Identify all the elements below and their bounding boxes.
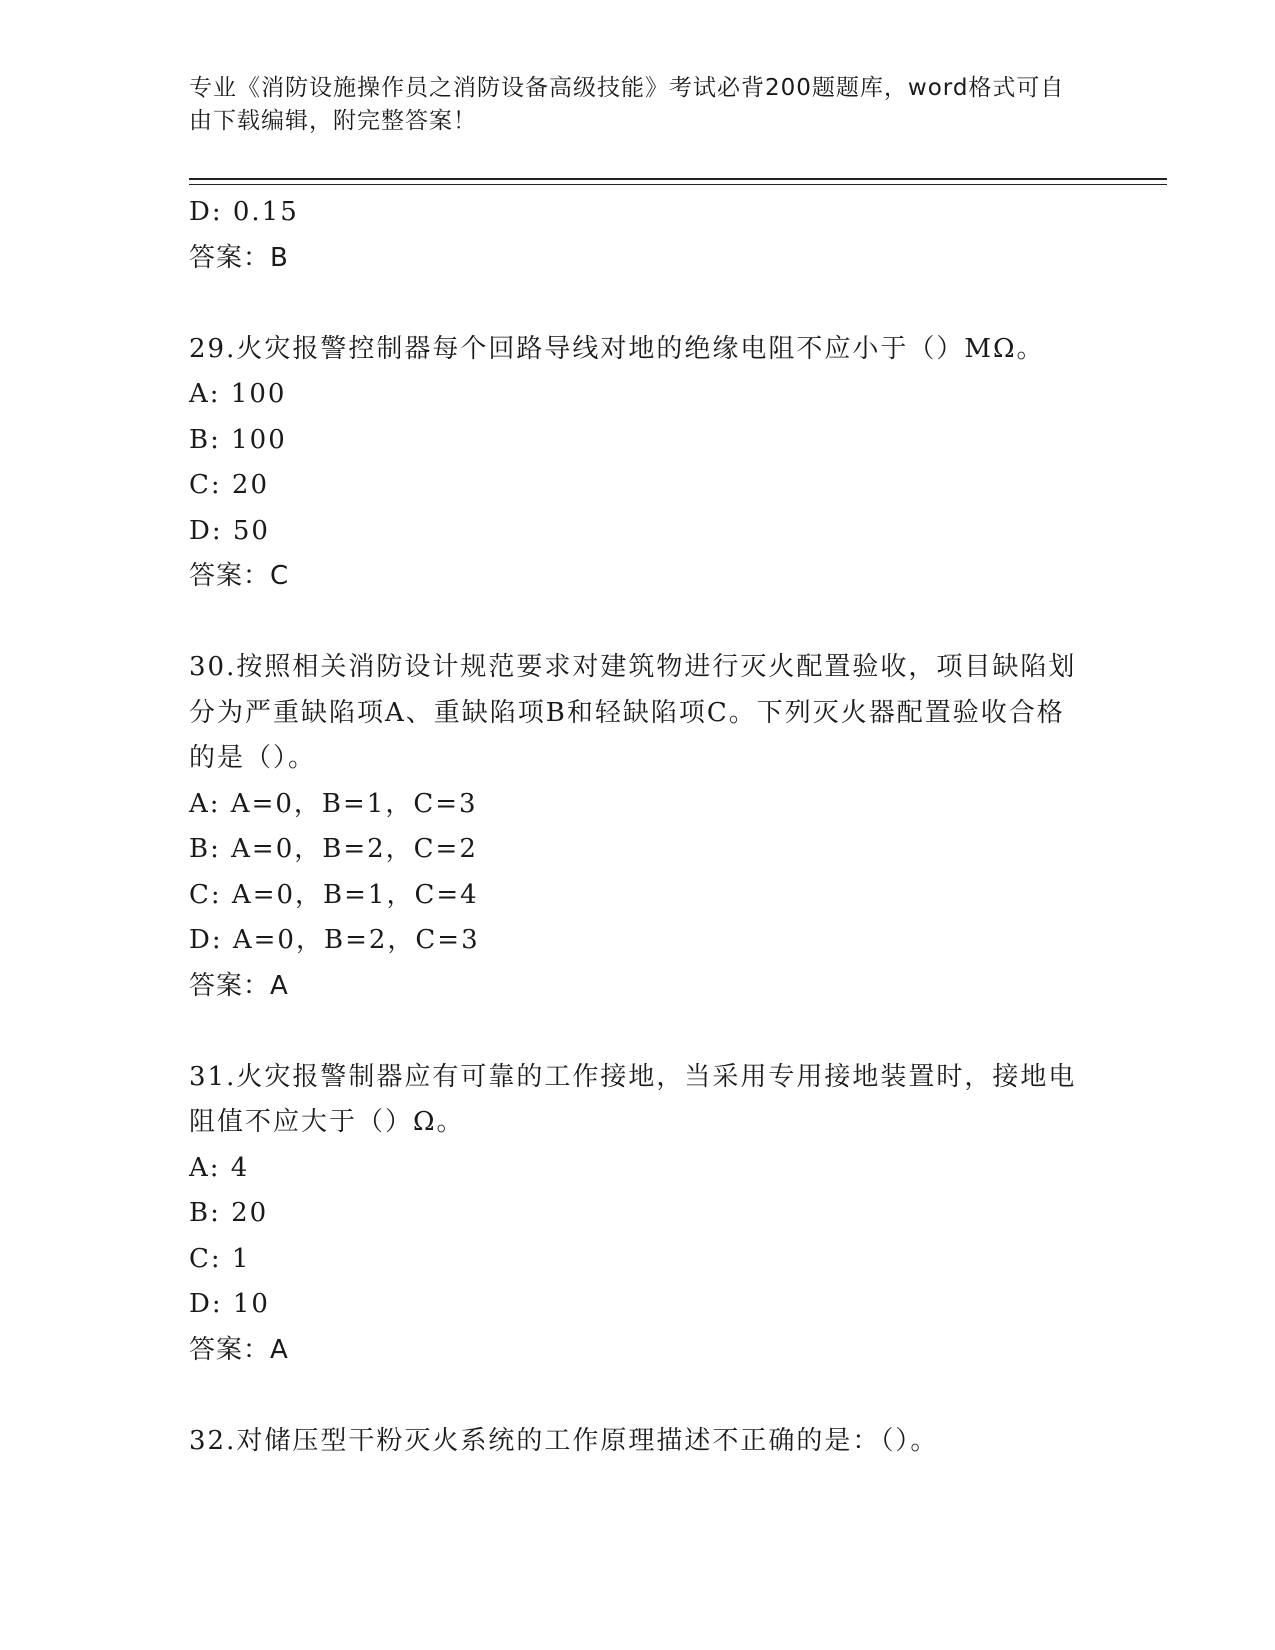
- question-29-stem: 29.火灾报警控制器每个回路导线对地的绝缘电阻不应小于（）MΩ。: [189, 333, 1045, 364]
- spacer: [189, 600, 1089, 646]
- question-list: [189, 190, 1089, 1464]
- answer-line: 答案：C: [189, 561, 290, 591]
- header-divider-thin: [189, 184, 1167, 185]
- option-a: A: A=0，B=1，C=3: [189, 788, 478, 819]
- spacer: [189, 281, 1089, 327]
- option-b: B: A=0，B=2，C=2: [189, 834, 478, 864]
- option-b: B: 100: [189, 424, 287, 455]
- answer-line: 答案：A: [189, 1334, 289, 1365]
- option-c: C: 20: [189, 470, 270, 500]
- question-30-stem: 30.按照相关消防设计规范要求对建筑物进行灭火配置验收，项目缺陷划分为严重缺陷项A、重缺陷项B和轻缺陷项C。下列灭火器配置验收合格的是（）。: [189, 652, 1077, 773]
- question-31-stem: 31.火灾报警制器应有可靠的工作接地，当采用专用接地装置时，接地电阻值不应大于（）Ω。: [189, 1061, 1077, 1137]
- spacer: [189, 1009, 1089, 1055]
- option-a: A: 4: [189, 1152, 250, 1183]
- option-a: A: 100: [189, 379, 287, 409]
- answer-line: 答案：A: [189, 970, 289, 1001]
- question-32-stem: 32.对储压型干粉灭火系统的工作原理描述不正确的是：（）。: [189, 1425, 939, 1456]
- option-d: D: 50: [189, 515, 270, 546]
- document-header: 专业《消防设施操作员之消防设备高级技能》考试必背200题题库，word格式可自由下载编辑，附完整答案！: [189, 75, 1065, 134]
- answer-line: 答案：B: [189, 242, 289, 273]
- option-c: C: A=0，B=1，C=4: [189, 879, 479, 910]
- header-divider-thick: [189, 178, 1167, 180]
- option-d: D: 0.15: [189, 197, 299, 227]
- option-d: D: 10: [189, 1289, 270, 1319]
- option-b: B: 20: [189, 1198, 269, 1228]
- option-c: C: 1: [189, 1243, 251, 1274]
- spacer: [189, 1373, 1089, 1419]
- option-d: D: A=0，B=2，C=3: [189, 925, 480, 955]
